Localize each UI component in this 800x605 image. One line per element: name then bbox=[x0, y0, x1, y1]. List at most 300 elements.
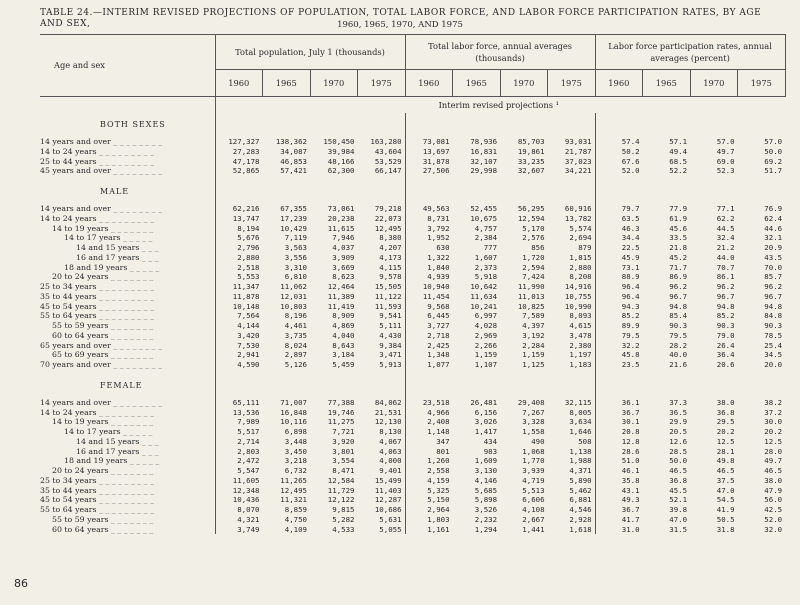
section-row bbox=[40, 374, 785, 398]
table-row bbox=[40, 311, 785, 321]
rate-value: 46.5 bbox=[764, 466, 783, 475]
rate-value: 85.7 bbox=[764, 272, 783, 282]
rate-value: 68.5 bbox=[669, 156, 688, 166]
blank-cell bbox=[453, 113, 501, 137]
rate-value: 85.4 bbox=[669, 311, 688, 321]
table-row bbox=[40, 302, 785, 312]
lf-value: 801 bbox=[405, 447, 453, 457]
blank-cell bbox=[595, 374, 643, 398]
pop-value: 7,946 bbox=[332, 233, 355, 243]
rate-value: 12.5 bbox=[716, 436, 735, 446]
pop-value: 2,803 bbox=[215, 447, 263, 457]
pop-value: 67,355 bbox=[280, 204, 307, 213]
pop-value: 10,686 bbox=[374, 505, 402, 514]
leader-dots: _ _ _ _ _ _ _ _ _ bbox=[96, 301, 154, 311]
pop-value: 8,130 bbox=[379, 427, 402, 436]
leader-dots: _ _ _ _ _ _ _ _ bbox=[110, 204, 162, 213]
rate-value: 32.0 bbox=[764, 524, 783, 534]
row-label-text: 55 to 59 years bbox=[52, 321, 109, 330]
pop-value: 11,265 bbox=[280, 475, 307, 485]
lf-value: 29,998 bbox=[470, 166, 498, 176]
pop-value: 11,275 bbox=[327, 417, 355, 427]
pop-value: 5,553 bbox=[215, 272, 263, 282]
pop-value: 7,989 bbox=[215, 417, 263, 427]
leader-dots: _ _ _ _ _ bbox=[120, 427, 153, 436]
pop-value: 11,347 bbox=[215, 282, 263, 292]
rate-value: 33.5 bbox=[669, 233, 688, 243]
lf-value: 3,192 bbox=[522, 330, 545, 340]
lf-value: 2,558 bbox=[405, 466, 453, 476]
rate-value: 57.0 bbox=[716, 137, 735, 146]
lf-value: 13,782 bbox=[564, 213, 592, 223]
table-row bbox=[40, 466, 785, 476]
table-row bbox=[40, 166, 785, 176]
pop-value: 5,126 bbox=[284, 360, 307, 369]
lf-value: 4,397 bbox=[522, 321, 545, 330]
pop-value: 13,536 bbox=[215, 408, 263, 418]
lf-value: 4,719 bbox=[522, 475, 545, 485]
leader-dots: _ _ _ _ _ _ _ _ _ bbox=[96, 505, 154, 514]
pop-value: 57,421 bbox=[280, 166, 307, 176]
population-group-header: Total population, July 1 (thousands) bbox=[215, 35, 405, 70]
pop-value: 12,122 bbox=[327, 495, 355, 505]
lf-value: 5,918 bbox=[474, 272, 498, 282]
rate-value: 28.1 bbox=[716, 446, 735, 456]
table-subtitle: 1960, 1965, 1970, AND 1975 bbox=[337, 20, 463, 30]
rate-value: 38.0 bbox=[716, 397, 735, 407]
row-label-text: 14 to 19 years bbox=[52, 417, 109, 427]
pop-value: 66,147 bbox=[374, 166, 402, 176]
lf-value: 2,425 bbox=[405, 341, 453, 351]
lf-value: 10,675 bbox=[470, 213, 498, 223]
pop-value: 9,578 bbox=[379, 272, 402, 282]
table-body bbox=[40, 97, 785, 535]
lf-value: 21,787 bbox=[564, 146, 592, 156]
table-row bbox=[40, 398, 785, 408]
pop-value: 3,471 bbox=[379, 350, 402, 360]
blank-cell bbox=[500, 180, 548, 204]
rate-value: 67.6 bbox=[595, 157, 643, 167]
rate-value: 79.0 bbox=[716, 330, 735, 340]
lf-value: 29,408 bbox=[517, 397, 545, 407]
lf-value: 1,161 bbox=[405, 525, 453, 535]
pop-value: 5,631 bbox=[379, 514, 402, 524]
lf-value: 4,159 bbox=[405, 476, 453, 486]
pop-value: 2,714 bbox=[215, 437, 263, 447]
banner-row bbox=[40, 97, 785, 114]
pop-value: 4,590 bbox=[215, 360, 263, 370]
lf-value: 5,150 bbox=[405, 495, 453, 505]
lf-value: 7,424 bbox=[522, 272, 545, 282]
lf-value: 4,939 bbox=[405, 272, 453, 282]
lf-value: 1,348 bbox=[405, 350, 453, 360]
rate-value: 44.0 bbox=[716, 252, 735, 262]
lf-value: 14,916 bbox=[564, 282, 592, 291]
lf-value: 1,125 bbox=[522, 360, 545, 369]
table-row bbox=[40, 243, 785, 253]
rate-value: 21.2 bbox=[716, 243, 735, 252]
lf-value: 2,718 bbox=[405, 331, 453, 341]
rate-value: 89.9 bbox=[595, 321, 643, 331]
pop-value: 3,448 bbox=[284, 436, 307, 446]
lf-value: 1,558 bbox=[522, 427, 545, 436]
table-row bbox=[40, 253, 785, 263]
leader-dots: _ _ _ _ _ _ _ _ _ bbox=[96, 213, 154, 223]
rate-value: 12.6 bbox=[669, 436, 688, 446]
pop-value: 3,920 bbox=[332, 436, 355, 446]
lf-value: 5,898 bbox=[474, 495, 498, 505]
lf-value: 4,615 bbox=[569, 321, 592, 330]
row-label-text: 70 years and over bbox=[40, 360, 111, 369]
rate-value: 32.1 bbox=[764, 233, 783, 243]
leader-dots: _ _ _ _ _ _ _ bbox=[108, 321, 154, 330]
rate-value: 35.8 bbox=[595, 476, 643, 486]
leader-dots: _ _ _ _ _ _ _ _ bbox=[110, 360, 162, 369]
row-label-text: 25 to 44 years bbox=[40, 156, 97, 166]
row-label bbox=[40, 224, 215, 234]
blank-cell bbox=[500, 113, 548, 137]
row-label bbox=[40, 525, 215, 535]
table-row bbox=[40, 447, 785, 457]
rate-value: 45.6 bbox=[669, 223, 688, 233]
pop-value: 4,067 bbox=[379, 436, 402, 446]
pop-value: 5,676 bbox=[215, 233, 263, 243]
rate-value: 38.0 bbox=[764, 475, 783, 485]
pop-value: 12,464 bbox=[327, 282, 355, 291]
pop-value: 4,533 bbox=[332, 524, 355, 534]
row-label bbox=[40, 302, 215, 312]
pop-value: 4,063 bbox=[379, 446, 402, 456]
table-row bbox=[40, 224, 785, 234]
rate-value: 46.5 bbox=[669, 466, 688, 475]
pop-value: 84,062 bbox=[374, 397, 402, 407]
pop-value: 11,729 bbox=[327, 485, 355, 495]
table-row bbox=[40, 214, 785, 224]
rate-value: 50.0 bbox=[669, 456, 688, 466]
lf-value: 6,606 bbox=[522, 495, 545, 505]
labor-force-group-header: Total labor force, annual averages (thousands) bbox=[405, 35, 595, 70]
table-row bbox=[40, 137, 785, 147]
table-row bbox=[40, 204, 785, 214]
pop-value: 4,750 bbox=[284, 514, 307, 524]
lf-value: 60,916 bbox=[564, 204, 592, 213]
blank-cell bbox=[643, 180, 691, 204]
lf-value: 4,966 bbox=[405, 408, 453, 418]
rate-value: 90.3 bbox=[669, 321, 688, 330]
row-label bbox=[40, 147, 215, 157]
pop-value: 2,472 bbox=[215, 456, 263, 466]
pop-value: 12,495 bbox=[280, 485, 307, 495]
lf-value: 7,589 bbox=[522, 311, 545, 321]
pop-value: 11,321 bbox=[280, 495, 307, 505]
rate-value: 29.9 bbox=[669, 417, 688, 427]
row-label-text: 55 to 64 years bbox=[40, 311, 97, 321]
leader-dots: _ _ _ _ _ _ _ _ bbox=[110, 340, 162, 350]
leader-dots: _ _ _ _ _ _ _ _ _ bbox=[96, 291, 154, 301]
pop-value: 9,541 bbox=[379, 311, 402, 321]
rate-value: 96.4 bbox=[595, 282, 643, 292]
pop-value: 39,984 bbox=[327, 146, 355, 156]
rate-value: 47.9 bbox=[764, 485, 783, 495]
rate-value: 45.9 bbox=[595, 253, 643, 263]
row-label-text: 16 and 17 years bbox=[76, 446, 140, 456]
blank-cell bbox=[405, 180, 453, 204]
pop-value: 4,207 bbox=[379, 243, 402, 252]
lf-value: 6,445 bbox=[405, 311, 453, 321]
rate-value: 96.2 bbox=[764, 282, 783, 291]
row-label bbox=[40, 398, 215, 408]
year-header: 1970 bbox=[310, 70, 358, 97]
rate-value: 25.4 bbox=[764, 340, 783, 350]
row-label-text: 20 to 24 years bbox=[52, 466, 109, 475]
section-heading: BOTH SEXES bbox=[100, 120, 166, 129]
blank-cell bbox=[215, 180, 263, 204]
rate-value: 28.2 bbox=[669, 340, 688, 350]
blank-cell bbox=[500, 374, 548, 398]
pop-value: 4,144 bbox=[215, 321, 263, 331]
rate-value: 77.1 bbox=[716, 204, 735, 213]
blank-cell bbox=[215, 113, 263, 137]
rate-value: 49.7 bbox=[716, 146, 735, 156]
rate-value: 45.5 bbox=[669, 485, 688, 495]
row-label bbox=[40, 408, 215, 418]
lf-value: 31,878 bbox=[405, 157, 453, 167]
rate-value: 45.2 bbox=[669, 252, 688, 262]
lf-value: 78,936 bbox=[470, 137, 498, 146]
leader-dots: _ _ _ _ _ _ _ bbox=[108, 514, 154, 524]
table-row bbox=[40, 282, 785, 292]
lf-value: 11,454 bbox=[405, 292, 453, 302]
lf-value: 12,594 bbox=[517, 213, 545, 223]
row-label bbox=[40, 321, 215, 331]
rate-value: 37.5 bbox=[716, 475, 735, 485]
lf-value: 52,455 bbox=[470, 204, 498, 213]
rate-value: 94.3 bbox=[595, 302, 643, 312]
row-label bbox=[40, 282, 215, 292]
leader-dots: _ _ _ _ _ _ _ bbox=[108, 350, 154, 360]
rate-value: 26.4 bbox=[716, 340, 735, 350]
rate-value: 90.3 bbox=[764, 321, 783, 330]
lf-value: 879 bbox=[578, 243, 592, 252]
lf-value: 10,825 bbox=[517, 301, 545, 311]
leader-dots: _ _ _ bbox=[139, 436, 159, 446]
blank-cell bbox=[738, 180, 786, 204]
row-label-text: 45 to 54 years bbox=[40, 301, 97, 311]
pop-value: 3,218 bbox=[284, 456, 307, 466]
lf-value: 33,235 bbox=[517, 156, 545, 166]
lf-value: 1,840 bbox=[405, 263, 453, 273]
rate-value: 37.3 bbox=[669, 397, 688, 407]
lf-value: 2,380 bbox=[569, 340, 592, 350]
lf-value: 2,667 bbox=[522, 514, 545, 524]
row-label-text: 14 years and over bbox=[40, 204, 111, 213]
rate-value: 41.7 bbox=[595, 515, 643, 525]
lf-value: 37,023 bbox=[564, 156, 592, 166]
lf-value: 6,997 bbox=[474, 311, 498, 321]
leader-dots: _ _ _ _ _ _ _ _ _ bbox=[96, 495, 154, 505]
rate-value: 47.0 bbox=[716, 485, 735, 495]
rate-value: 96.4 bbox=[595, 292, 643, 302]
row-label-text: 25 to 34 years bbox=[40, 282, 97, 291]
table-row bbox=[40, 331, 785, 341]
rate-value: 62.4 bbox=[764, 213, 783, 223]
rate-value: 50.5 bbox=[716, 514, 735, 524]
rate-value: 79.5 bbox=[669, 330, 688, 340]
pop-value: 11,615 bbox=[327, 223, 355, 233]
rate-value: 29.5 bbox=[716, 417, 735, 427]
rate-value: 78.5 bbox=[764, 330, 783, 340]
pop-value: 48,166 bbox=[327, 156, 355, 166]
row-label bbox=[40, 505, 215, 515]
pop-value: 11,878 bbox=[215, 292, 263, 302]
rate-value: 96.7 bbox=[716, 291, 735, 301]
section-heading: FEMALE bbox=[100, 380, 143, 390]
pop-value: 8,643 bbox=[332, 340, 355, 350]
lf-value: 16,831 bbox=[470, 146, 498, 156]
rate-value: 94.8 bbox=[669, 301, 688, 311]
rate-value: 36.1 bbox=[595, 398, 643, 408]
lf-value: 1,441 bbox=[522, 524, 545, 534]
pop-value: 8,909 bbox=[332, 311, 355, 321]
rate-value: 20.6 bbox=[716, 360, 735, 369]
leader-dots: _ _ _ _ _ _ _ _ _ bbox=[96, 156, 154, 166]
rate-value: 50.2 bbox=[595, 147, 643, 157]
table-row bbox=[40, 157, 785, 167]
pop-value: 52,865 bbox=[215, 166, 263, 176]
rate-value: 62.2 bbox=[716, 213, 735, 223]
pop-value: 12,130 bbox=[374, 417, 402, 427]
blank-cell bbox=[310, 374, 358, 398]
rate-value: 79.7 bbox=[595, 204, 643, 214]
lf-value: 93,031 bbox=[564, 137, 592, 146]
row-label bbox=[40, 214, 215, 224]
pop-value: 138,362 bbox=[275, 137, 307, 146]
rate-value: 36.5 bbox=[669, 407, 688, 417]
pop-value: 3,563 bbox=[284, 243, 307, 252]
lf-value: 856 bbox=[531, 243, 545, 252]
rate-value: 46.3 bbox=[595, 224, 643, 234]
table-header bbox=[40, 35, 785, 97]
pop-value: 10,436 bbox=[215, 495, 263, 505]
leader-dots: _ _ _ _ _ _ _ _ bbox=[110, 166, 162, 176]
rate-value: 73.1 bbox=[595, 263, 643, 273]
pop-value: 3,310 bbox=[284, 262, 307, 272]
year-header: 1975 bbox=[738, 70, 786, 97]
rate-value: 57.1 bbox=[669, 137, 688, 146]
lf-value: 4,108 bbox=[522, 505, 545, 514]
lf-value: 49,563 bbox=[405, 204, 453, 214]
rate-value: 28.5 bbox=[669, 446, 688, 456]
lf-value: 1,988 bbox=[569, 456, 592, 466]
rate-value: 30.0 bbox=[764, 417, 783, 427]
lf-value: 2,284 bbox=[522, 340, 545, 350]
pop-value: 3,909 bbox=[332, 252, 355, 262]
table-row bbox=[40, 525, 785, 535]
rate-value: 57.4 bbox=[595, 137, 643, 147]
pop-value: 7,119 bbox=[284, 233, 307, 243]
row-label bbox=[40, 456, 215, 466]
blank-cell bbox=[215, 374, 263, 398]
table-row bbox=[40, 515, 785, 525]
row-label-text: 18 and 19 years bbox=[64, 456, 128, 466]
table-row bbox=[40, 272, 785, 282]
table-row bbox=[40, 437, 785, 447]
lf-value: 1,148 bbox=[405, 427, 453, 437]
lf-value: 1,068 bbox=[522, 446, 545, 456]
rate-value: 96.2 bbox=[716, 282, 735, 291]
row-label-text: 14 to 17 years bbox=[64, 233, 121, 243]
rate-value: 46.5 bbox=[716, 466, 735, 475]
lf-value: 5,574 bbox=[569, 223, 592, 233]
row-label bbox=[40, 292, 215, 302]
lf-value: 8,208 bbox=[569, 272, 592, 282]
pop-value: 13,747 bbox=[215, 214, 263, 224]
rate-value: 49.7 bbox=[764, 456, 783, 466]
rate-value: 52.1 bbox=[669, 495, 688, 505]
leader-dots: _ _ _ _ _ _ _ bbox=[108, 524, 154, 534]
rate-value: 39.8 bbox=[669, 505, 688, 514]
leader-dots: _ _ _ _ _ _ _ _ bbox=[110, 397, 162, 407]
row-label bbox=[40, 311, 215, 321]
rate-value: 85.2 bbox=[595, 311, 643, 321]
pop-value: 4,037 bbox=[332, 243, 355, 252]
rate-value: 94.8 bbox=[764, 301, 783, 311]
rate-value: 88.9 bbox=[595, 272, 643, 282]
rate-value: 42.5 bbox=[764, 505, 783, 514]
pop-value: 150,450 bbox=[323, 137, 355, 146]
lf-value: 1,618 bbox=[569, 524, 592, 534]
pop-value: 3,556 bbox=[284, 252, 307, 262]
lf-value: 11,013 bbox=[517, 291, 545, 301]
lf-value: 1,720 bbox=[522, 252, 545, 262]
pop-value: 4,869 bbox=[332, 321, 355, 330]
participation-group-header: Labor force participation rates, annual averages (percent) bbox=[595, 35, 785, 70]
rate-value: 49.8 bbox=[716, 456, 735, 466]
row-label-text: 25 to 34 years bbox=[40, 475, 97, 485]
pop-value: 11,605 bbox=[215, 476, 263, 486]
leader-dots: _ _ _ _ _ _ _ bbox=[108, 417, 154, 427]
row-label bbox=[40, 417, 215, 427]
leader-dots: _ _ _ _ _ bbox=[127, 456, 160, 466]
leader-dots: _ _ _ _ _ bbox=[120, 233, 153, 243]
row-label bbox=[40, 263, 215, 273]
leader-dots: _ _ _ bbox=[139, 446, 159, 456]
lf-value: 9,568 bbox=[405, 302, 453, 312]
leader-dots: _ _ _ _ _ _ _ _ bbox=[110, 137, 162, 146]
lf-value: 3,130 bbox=[474, 466, 498, 475]
lf-value: 5,325 bbox=[405, 486, 453, 496]
pop-value: 12,031 bbox=[280, 291, 307, 301]
lf-value: 32,107 bbox=[470, 156, 498, 166]
lf-value: 2,594 bbox=[522, 262, 545, 272]
lf-value: 10,940 bbox=[405, 282, 453, 292]
pop-value: 127,327 bbox=[215, 137, 263, 147]
lf-value: 3,939 bbox=[522, 466, 545, 475]
row-label bbox=[40, 466, 215, 476]
pop-value: 4,040 bbox=[332, 330, 355, 340]
rate-value: 70.0 bbox=[764, 262, 783, 272]
pop-value: 6,732 bbox=[284, 466, 307, 475]
lf-value: 10,642 bbox=[470, 282, 498, 291]
pop-value: 12,584 bbox=[327, 475, 355, 485]
row-label-text: 14 and 15 years bbox=[76, 243, 140, 252]
lf-value: 1,803 bbox=[405, 515, 453, 525]
leader-dots: _ _ _ _ _ _ _ _ _ bbox=[96, 311, 154, 321]
rate-value: 36.4 bbox=[716, 350, 735, 360]
row-label-text: 14 to 24 years bbox=[40, 407, 97, 417]
lf-value: 3,792 bbox=[405, 224, 453, 234]
pop-value: 4,173 bbox=[379, 252, 402, 262]
